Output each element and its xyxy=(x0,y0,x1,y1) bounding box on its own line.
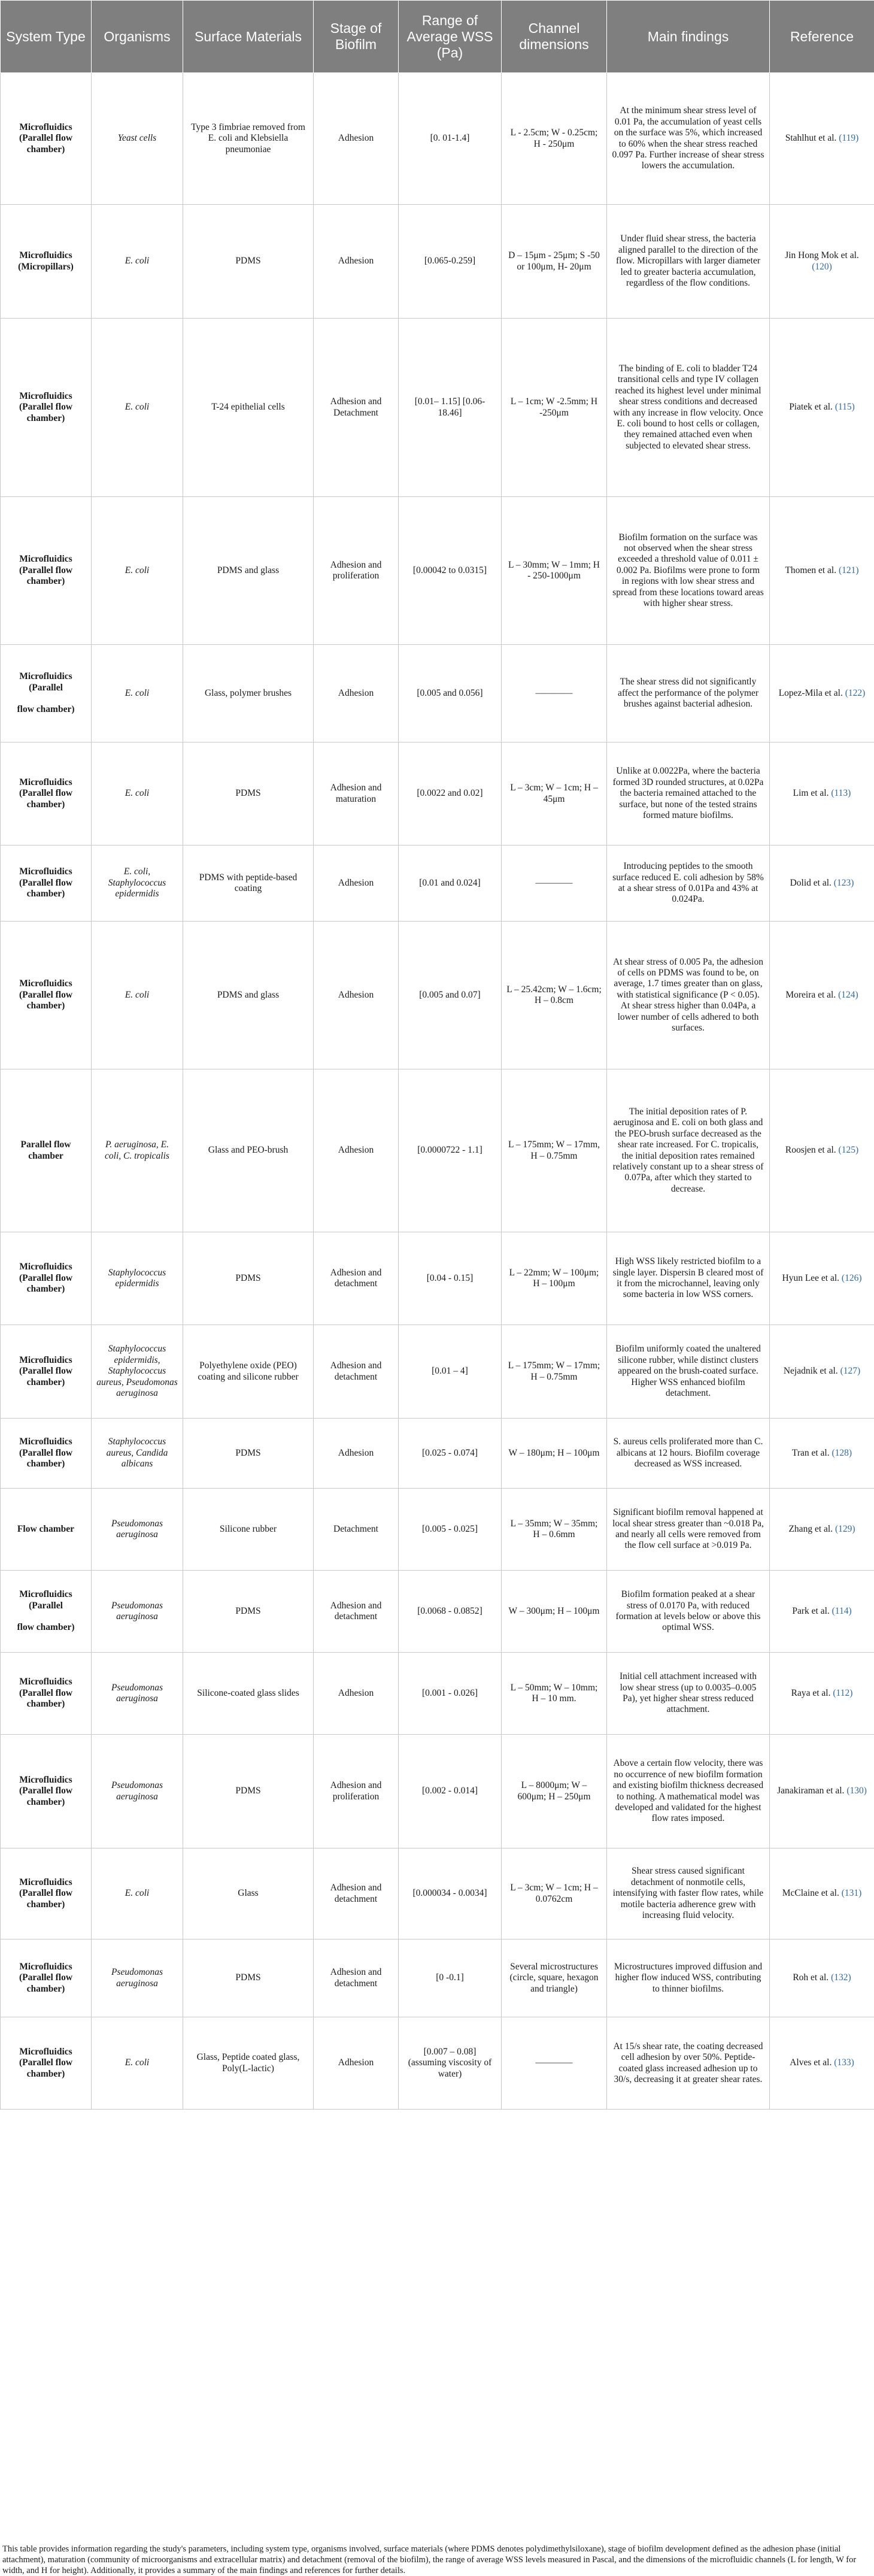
reference-authors: Nejadnik et al. xyxy=(784,1366,838,1376)
reference-link[interactable]: (119) xyxy=(839,133,858,143)
biofilm-stage-cell: Adhesion xyxy=(314,1419,399,1489)
reference-link[interactable]: (122) xyxy=(845,688,866,698)
reference-link[interactable]: (131) xyxy=(842,1888,862,1898)
reference-authors: Dolid et al. xyxy=(790,878,831,888)
channel-dimensions-cell: L – 175mm; W – 17mm, H – 0.75mm xyxy=(502,1069,607,1232)
biofilm-stage-cell: Adhesion and detachment xyxy=(314,1848,399,1939)
system-type-cell: Microfluidics (Parallel flow chamber) xyxy=(1,845,92,922)
main-finding-cell: Microstructures improved diffusion and higher flow induced WSS, contributing to thinner biofilms. xyxy=(607,1939,770,2017)
surface-material-cell: Silicone rubber xyxy=(183,1489,314,1571)
surface-material-cell: PDMS with peptide-based coating xyxy=(183,845,314,922)
table-row xyxy=(1,845,874,922)
channel-dimensions-cell: L – 35mm; W – 35mm; H – 0.6mm xyxy=(502,1489,607,1571)
biofilm-stage-cell: Adhesion and Detachment xyxy=(314,319,399,497)
system-type-cell: Microfluidics (Parallel flow chamber) xyxy=(1,743,92,845)
table-header xyxy=(1,1,874,73)
reference-cell xyxy=(770,1653,874,1735)
wss-range-cell: [0.025 - 0.074] xyxy=(399,1419,502,1489)
channel-dimensions-cell: L – 1cm; W -2.5mm; H -250μm xyxy=(502,319,607,497)
reference-cell xyxy=(770,2017,874,2110)
system-type-cell: Microfluidics (Parallel flow chamber) xyxy=(1,1571,92,1653)
reference-link[interactable]: (124) xyxy=(838,990,858,1000)
table-row xyxy=(1,205,874,319)
reference-cell xyxy=(770,1325,874,1419)
organism-cell: E. coli, Staphylococcus epidermidis xyxy=(92,845,183,922)
surface-material-cell: T-24 epithelial cells xyxy=(183,319,314,497)
header-system-type: System Type xyxy=(1,1,92,73)
wss-range-cell: [0.065-0.259] xyxy=(399,205,502,319)
system-type-cell: Microfluidics (Parallel flow chamber) xyxy=(1,1325,92,1419)
reference-cell xyxy=(770,1735,874,1848)
reference-link[interactable]: (114) xyxy=(832,1606,852,1616)
system-type-cell: Microfluidics (Parallel flow chamber) xyxy=(1,922,92,1069)
channel-dimensions-cell: Several microstructures (circle, square, hexagon and triangle) xyxy=(502,1939,607,2017)
wss-range-cell: [0. 01-1.4] xyxy=(399,73,502,205)
reference-authors: Lopez-Mila et al. xyxy=(779,688,843,698)
surface-material-cell: Silicone-coated glass slides xyxy=(183,1653,314,1735)
channel-dimensions-cell: W – 300μm; H – 100μm xyxy=(502,1571,607,1653)
table-row xyxy=(1,1489,874,1571)
table-row xyxy=(1,1848,874,1939)
header-organisms: Organisms xyxy=(92,1,183,73)
header-wss-range: Range of Average WSS (Pa) xyxy=(399,1,502,73)
main-finding-cell: At shear stress of 0.005 Pa, the adhesion of cells on PDMS was found to be, on average, 1.7 times greater than on glass, with statistical significance (P < 0.05). At shear stress higher than 0.04Pa, a lower number of cells adhered to both surfaces. xyxy=(607,922,770,1069)
organism-cell: Pseudomonas aeruginosa xyxy=(92,1735,183,1848)
reference-cell xyxy=(770,743,874,845)
system-type-cell: Microfluidics (Parallel flow chamber) xyxy=(1,319,92,497)
organism-cell: P. aeruginosa, E. coli, C. tropicalis xyxy=(92,1069,183,1232)
table-caption: This table provides information regarding the study's parameters, including system type, organisms involved, surface materials (where PDMS denotes polydimethylsiloxane), stage of biofilm development defined as the adhesion phase (initial attachment), maturation (community of microorganisms and extracellular matrix) and detachment (removal of the biofilm), the range of average WSS levels measured in Pascal, and the dimensions of the microfluidic channels (L for length, W for width, and H for height). Additionally, it provides a summary of the main findings and references for further details. xyxy=(2,2544,872,2576)
organism-cell: Pseudomonas aeruginosa xyxy=(92,1571,183,1653)
reference-authors: Alves et al. xyxy=(790,2057,831,2068)
channel-dimensions-cell: D – 15μm - 25μm; S -50 or 100μm, H- 20μm xyxy=(502,205,607,319)
reference-link[interactable]: (121) xyxy=(839,565,859,575)
organism-cell: Pseudomonas aeruginosa xyxy=(92,1939,183,2017)
reference-authors: Zhang et al. xyxy=(788,1524,833,1534)
organism-cell: E. coli xyxy=(92,497,183,645)
reference-authors: Jin Hong Mok et al. xyxy=(785,250,859,260)
system-type-cell: Microfluidics (Parallel flow chamber) xyxy=(1,1232,92,1325)
reference-authors: Hyun Lee et al. xyxy=(782,1273,840,1283)
table-row xyxy=(1,922,874,1069)
reference-authors: McClaine et al. xyxy=(782,1888,839,1898)
wss-range-cell: [0.007 – 0.08] (assuming viscosity of water) xyxy=(399,2017,502,2110)
reference-link[interactable]: (133) xyxy=(834,2057,854,2068)
surface-material-cell: PDMS and glass xyxy=(183,922,314,1069)
wss-range-cell: [0.04 - 0.15] xyxy=(399,1232,502,1325)
table-row xyxy=(1,73,874,205)
channel-dimensions-cell: ———— xyxy=(502,2017,607,2110)
reference-authors: Tran et al. xyxy=(792,1448,830,1458)
wss-range-cell: [0.0000722 - 1.1] xyxy=(399,1069,502,1232)
reference-link[interactable]: (120) xyxy=(812,262,832,272)
wss-range-cell: [0.0068 - 0.0852] xyxy=(399,1571,502,1653)
organism-cell: Yeast cells xyxy=(92,73,183,205)
surface-material-cell: Glass xyxy=(183,1848,314,1939)
reference-link[interactable]: (127) xyxy=(840,1366,861,1376)
organism-cell: E. coli xyxy=(92,922,183,1069)
reference-authors: Roosjen et al. xyxy=(785,1145,836,1155)
biofilm-stage-cell: Adhesion xyxy=(314,205,399,319)
table-row xyxy=(1,497,874,645)
table-row xyxy=(1,1735,874,1848)
system-type-cell: Microfluidics (Micropillars) xyxy=(1,205,92,319)
reference-cell xyxy=(770,1069,874,1232)
table-row xyxy=(1,1571,874,1653)
main-finding-cell: The initial deposition rates of P. aeruginosa and E. coli on both glass and the PEO-brush surface decreased as the shear rate increased. For C. tropicalis, the initial deposition rates remained relatively constant up to a shear stress of 0.07Pa, after which they started to decrease. xyxy=(607,1069,770,1232)
channel-dimensions-cell: L – 3cm; W – 1cm; H – 0.0762cm xyxy=(502,1848,607,1939)
channel-dimensions-cell: L – 22mm; W – 100μm; H – 100μm xyxy=(502,1232,607,1325)
reference-authors: Park et al. xyxy=(792,1606,829,1616)
main-finding-cell: The shear stress did not significantly affect the performance of the polymer brushes against bacterial adhesion. xyxy=(607,645,770,743)
main-finding-cell: The binding of E. coli to bladder T24 transitional cells and type IV collagen reached its highest level under minimal shear stress conditions and decreased with any increase in flow velocity. Once E. coli bound to host cells or collagen, they remained attached even when subjected to elevated shear stress. xyxy=(607,319,770,497)
table-body xyxy=(1,73,874,2110)
organism-cell: Staphylococcus aureus, Candida albicans xyxy=(92,1419,183,1489)
wss-range-cell: [0.001 - 0.026] xyxy=(399,1653,502,1735)
reference-link[interactable]: (132) xyxy=(831,1972,851,1983)
channel-dimensions-cell: W – 180μm; H – 100μm xyxy=(502,1419,607,1489)
reference-authors: Thomen et al. xyxy=(785,565,836,575)
channel-dimensions-cell: L – 50mm; W – 10mm; H – 10 mm. xyxy=(502,1653,607,1735)
table-row xyxy=(1,645,874,743)
biofilm-stage-cell: Adhesion and maturation xyxy=(314,743,399,845)
main-finding-cell: At the minimum shear stress level of 0.01 Pa, the accumulation of yeast cells on the surface was 5%, which increased to 60% when the shear stress reached 0.097 Pa. Further increase of shear stress lowers the accumulation. xyxy=(607,73,770,205)
system-type-cell: Microfluidics (Parallel flow chamber) xyxy=(1,645,92,743)
reference-link[interactable]: (113) xyxy=(831,788,851,798)
system-type-cell: Microfluidics (Parallel flow chamber) xyxy=(1,497,92,645)
table-row xyxy=(1,2017,874,2110)
header-channel-dimensions: Channel dimensions xyxy=(502,1,607,73)
reference-cell xyxy=(770,845,874,922)
system-type-cell: Microfluidics (Parallel flow chamber) xyxy=(1,1848,92,1939)
system-type-cell: Microfluidics (Parallel flow chamber) xyxy=(1,1419,92,1489)
system-type-cell: Microfluidics (Parallel flow chamber) xyxy=(1,1735,92,1848)
biofilm-stage-cell: Adhesion and proliferation xyxy=(314,497,399,645)
wss-range-cell: [0.005 and 0.056] xyxy=(399,645,502,743)
reference-cell xyxy=(770,1939,874,2017)
channel-dimensions-cell: L – 175mm; W – 17mm; H – 0.75mm xyxy=(502,1325,607,1419)
biofilm-stage-cell: Adhesion xyxy=(314,922,399,1069)
channel-dimensions-cell: ———— xyxy=(502,845,607,922)
header-stage-of-biofilm: Stage of Biofilm xyxy=(314,1,399,73)
biofilm-stage-cell: Adhesion and detachment xyxy=(314,1325,399,1419)
reference-cell xyxy=(770,1571,874,1653)
channel-dimensions-cell: L – 30mm; W – 1mm; H - 250-1000μm xyxy=(502,497,607,645)
reference-authors: Janakiraman et al. xyxy=(777,1786,844,1796)
biofilm-stage-cell: Adhesion and detachment xyxy=(314,1571,399,1653)
reference-cell xyxy=(770,645,874,743)
main-finding-cell: Biofilm formation peaked at a shear stress of 0.0170 Pa, with reduced formation at levels below or above this optimal WSS. xyxy=(607,1571,770,1653)
table-row xyxy=(1,1653,874,1735)
biofilm-stage-cell: Adhesion xyxy=(314,1653,399,1735)
surface-material-cell: PDMS xyxy=(183,1939,314,2017)
biofilm-stage-cell: Adhesion and detachment xyxy=(314,1232,399,1325)
organism-cell: E. coli xyxy=(92,645,183,743)
main-finding-cell: Biofilm uniformly coated the unaltered silicone rubber, while distinct clusters appeared on the brush-coated surface. Higher WSS enhanced biofilm detachment. xyxy=(607,1325,770,1419)
system-type-cell: Parallel flow chamber xyxy=(1,1069,92,1232)
wss-range-cell: [0.0022 and 0.02] xyxy=(399,743,502,845)
biofilm-stage-cell: Adhesion xyxy=(314,1069,399,1232)
reference-authors: Stahlhut et al. xyxy=(785,133,837,143)
reference-cell xyxy=(770,1848,874,1939)
table-row xyxy=(1,1325,874,1419)
surface-material-cell: Glass and PEO-brush xyxy=(183,1069,314,1232)
organism-cell: E. coli xyxy=(92,205,183,319)
table-row xyxy=(1,1419,874,1489)
surface-material-cell: PDMS xyxy=(183,205,314,319)
wss-range-cell: [0.01 – 4] xyxy=(399,1325,502,1419)
main-finding-cell: At 15/s shear rate, the coating decreased cell adhesion by over 50%. Peptide-coated glass increased adhesion up to 30/s, decreasing it at greater shear rates. xyxy=(607,2017,770,2110)
channel-dimensions-cell: L - 2.5cm; W - 0.25cm; H - 250μm xyxy=(502,73,607,205)
system-type-cell: Microfluidics (Parallel flow chamber) xyxy=(1,1939,92,2017)
reference-authors: Roh et al. xyxy=(793,1972,829,1983)
main-finding-cell: Under fluid shear stress, the bacteria aligned parallel to the direction of the flow. Micropillars with larger diameter led to greater bacteria accumulation, regardless of the flow conditions. xyxy=(607,205,770,319)
system-type-cell: Microfluidics (Parallel flow chamber) xyxy=(1,1653,92,1735)
organism-cell: Pseudomonas aeruginosa xyxy=(92,1489,183,1571)
channel-dimensions-cell: L – 25.42cm; W – 1.6cm; H – 0.8cm xyxy=(502,922,607,1069)
reference-cell xyxy=(770,205,874,319)
main-finding-cell: Biofilm formation on the surface was not observed when the shear stress exceeded a threshold value of 0.011 ± 0.002 Pa. Biofilms were prone to form in regions with low shear stress and spread from these locations toward areas with higher shear stress. xyxy=(607,497,770,645)
main-finding-cell: S. aureus cells proliferated more than C. albicans at 12 hours. Biofilm coverage decreased as WSS increased. xyxy=(607,1419,770,1489)
channel-dimensions-cell: L – 8000μm; W – 600μm; H – 250μm xyxy=(502,1735,607,1848)
surface-material-cell: PDMS xyxy=(183,1735,314,1848)
main-finding-cell: Introducing peptides to the smooth surface reduced E. coli adhesion by 58% at a shear stress of 0.01Pa and 43% at 0.024Pa. xyxy=(607,845,770,922)
biofilm-stage-cell: Detachment xyxy=(314,1489,399,1571)
reference-link[interactable]: (123) xyxy=(834,878,854,888)
biofilm-stage-cell: Adhesion xyxy=(314,73,399,205)
surface-material-cell: PDMS xyxy=(183,743,314,845)
main-finding-cell: Above a certain flow velocity, there was no occurrence of new biofilm formation and existing biofilm thickness decreased to nothing. A mathematical model was developed and validated for the highest flow rates imposed. xyxy=(607,1735,770,1848)
reference-cell xyxy=(770,1232,874,1325)
biofilm-stage-cell: Adhesion xyxy=(314,645,399,743)
system-type-cell: Microfluidics (Parallel flow chamber) xyxy=(1,73,92,205)
reference-link[interactable]: (112) xyxy=(833,1688,852,1698)
main-finding-cell: Significant biofilm removal happened at local shear stress greater than ~0.018 Pa, and nearly all cells were removed from the flow cell surface at >0.019 Pa. xyxy=(607,1489,770,1571)
reference-link[interactable]: (130) xyxy=(846,1786,867,1796)
wss-range-cell: [0.002 - 0.014] xyxy=(399,1735,502,1848)
surface-material-cell: PDMS and glass xyxy=(183,497,314,645)
system-type-cell: Flow chamber xyxy=(1,1489,92,1571)
reference-link[interactable]: (115) xyxy=(835,402,855,412)
reference-authors: Lim et al. xyxy=(793,788,829,798)
table-row xyxy=(1,1069,874,1232)
main-finding-cell: Initial cell attachment increased with low shear stress (up to 0.0035–0.005 Pa), yet higher shear stress reduced attachment. xyxy=(607,1653,770,1735)
wss-range-cell: [0.01 and 0.024] xyxy=(399,845,502,922)
reference-cell xyxy=(770,73,874,205)
reference-authors: Piatek et al. xyxy=(789,402,833,412)
reference-cell xyxy=(770,922,874,1069)
surface-material-cell: PDMS xyxy=(183,1571,314,1653)
wss-range-cell: [0 -0.1] xyxy=(399,1939,502,2017)
reference-link[interactable]: (126) xyxy=(842,1273,862,1283)
organism-cell: Pseudomonas aeruginosa xyxy=(92,1653,183,1735)
header-reference: Reference xyxy=(770,1,874,73)
organism-cell: E. coli xyxy=(92,319,183,497)
surface-material-cell: Type 3 fimbriae removed from E. coli and Klebsiella pneumoniae xyxy=(183,73,314,205)
reference-authors: Moreira et al. xyxy=(785,990,836,1000)
wss-range-cell: [0.005 - 0.025] xyxy=(399,1489,502,1571)
reference-authors: Raya et al. xyxy=(791,1688,831,1698)
table-row xyxy=(1,1939,874,2017)
surface-material-cell: PDMS xyxy=(183,1419,314,1489)
surface-material-cell: Glass, polymer brushes xyxy=(183,645,314,743)
table-row xyxy=(1,1232,874,1325)
channel-dimensions-cell: ———— xyxy=(502,645,607,743)
reference-cell xyxy=(770,319,874,497)
biofilm-stage-cell: Adhesion and detachment xyxy=(314,1939,399,2017)
biofilm-stage-cell: Adhesion xyxy=(314,845,399,922)
table-row xyxy=(1,743,874,845)
table-row xyxy=(1,319,874,497)
wss-range-cell: [0.01– 1.15] [0.06- 18.46] xyxy=(399,319,502,497)
main-finding-cell: Shear stress caused significant detachment of nonmotile cells, intensifying with faster flow rates, while motile bacteria adherence grew with increasing fluid velocity. xyxy=(607,1848,770,1939)
wss-range-cell: [0.00042 to 0.0315] xyxy=(399,497,502,645)
reference-cell xyxy=(770,1489,874,1571)
channel-dimensions-cell: L – 3cm; W – 1cm; H – 45μm xyxy=(502,743,607,845)
surface-material-cell: PDMS xyxy=(183,1232,314,1325)
biofilm-stage-cell: Adhesion and proliferation xyxy=(314,1735,399,1848)
organism-cell: E. coli xyxy=(92,1848,183,1939)
reference-cell xyxy=(770,497,874,645)
header-main-findings: Main findings xyxy=(607,1,770,73)
organism-cell: Staphylococcus epidermidis, Staphylococcus aureus, Pseudomonas aeruginosa xyxy=(92,1325,183,1419)
surface-material-cell: Polyethylene oxide (PEO) coating and silicone rubber xyxy=(183,1325,314,1419)
biofilm-stage-cell: Adhesion xyxy=(314,2017,399,2110)
organism-cell: E. coli xyxy=(92,743,183,845)
wss-range-cell: [0.000034 - 0.0034] xyxy=(399,1848,502,1939)
reference-cell xyxy=(770,1419,874,1489)
header-surface-materials: Surface Materials xyxy=(183,1,314,73)
system-type-cell: Microfluidics (Parallel flow chamber) xyxy=(1,2017,92,2110)
reference-link[interactable]: (125) xyxy=(839,1145,859,1155)
organism-cell: Staphylococcus epidermidis xyxy=(92,1232,183,1325)
wss-range-cell: [0.005 and 0.07] xyxy=(399,922,502,1069)
organism-cell: E. coli xyxy=(92,2017,183,2110)
reference-link[interactable]: (128) xyxy=(832,1448,852,1458)
main-finding-cell: High WSS likely restricted biofilm to a single layer. Dispersin B cleared most of it from the microchannel, leaving only some bacteria in low WSS corners. xyxy=(607,1232,770,1325)
reference-link[interactable]: (129) xyxy=(835,1524,855,1534)
main-finding-cell: Unlike at 0.0022Pa, where the bacteria formed 3D rounded structures, at 0.02Pa the bacteria remained attached to the surface, but none of the tested strains formed mature biofilms. xyxy=(607,743,770,845)
surface-material-cell: Glass, Peptide coated glass, Poly(L-lactic) xyxy=(183,2017,314,2110)
